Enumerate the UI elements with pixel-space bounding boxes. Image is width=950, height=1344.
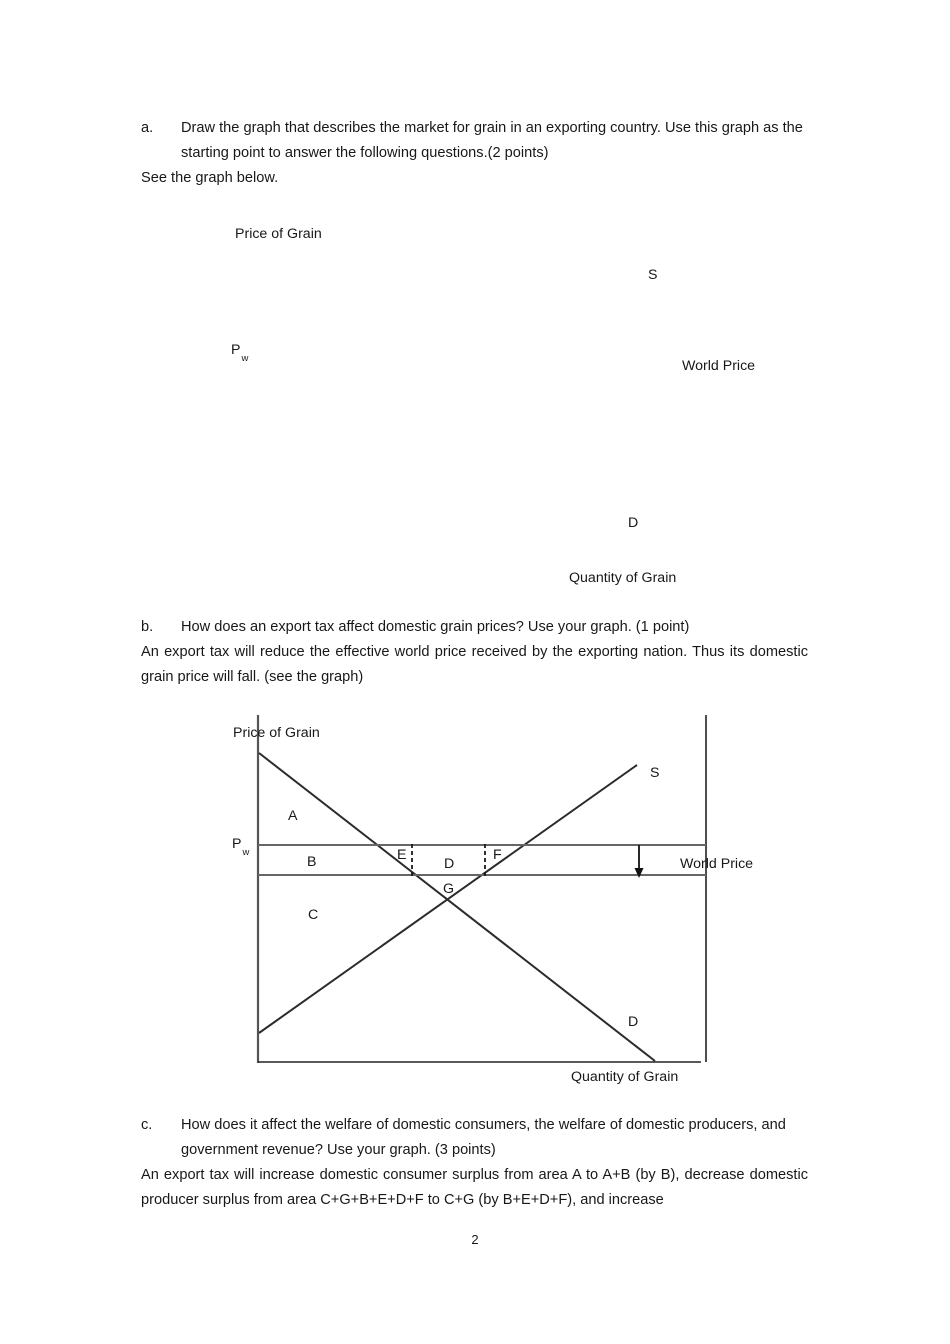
graph-one-world-price-symbol (231, 342, 249, 364)
question-b (141, 615, 841, 640)
graph-two-area-b-label: B (307, 854, 317, 870)
graph-one-x-axis-label: Quantity of Grain (569, 570, 677, 586)
graph-one-pw-subscript: w (241, 352, 249, 364)
graph-two-area-c-label: C (308, 907, 319, 923)
graph-two-area-a-label: A (288, 808, 298, 824)
graph-one-y-axis-label: Price of Grain (235, 226, 322, 242)
graph-two-pw-subscript: w (242, 846, 250, 858)
page-number: 2 (471, 1232, 479, 1247)
graph-two-supply-label: S (650, 765, 660, 781)
graph-two-area-f-label: F (493, 847, 502, 863)
graph-two-drawing (225, 705, 725, 1095)
graph-two-world-price-label: World Price (680, 856, 754, 872)
graph-two-demand-label: D (628, 1014, 639, 1030)
graph-two-y-axis-label: Price of Grain (233, 725, 320, 741)
question-a-text: Draw the graph that describes the market for grain in an exporting country. Use this graph as the starting point to answer the following questions.(2 points) (181, 120, 803, 161)
graph-two-area-e-label: E (397, 847, 407, 863)
question-b-text: How does an export tax affect domestic grain prices? Use your graph. (1 point) (181, 619, 690, 635)
graph-two (225, 705, 754, 1095)
graph-one-pw-letter: P (231, 342, 241, 358)
graph-one-supply-label: S (648, 267, 658, 283)
answer-c-text: An export tax will increase domestic consumer surplus from area A to A+B (by B), decrease domestic producer surplus from area C+G+B+E+D+F to C+G (by B+E+D+F), and increase (141, 1167, 808, 1208)
graph-two-area-g-label: G (443, 881, 455, 897)
question-c-marker: c. (141, 1117, 153, 1133)
graph-two-pw-letter: P (232, 836, 242, 852)
question-a (141, 116, 841, 166)
graph-one-world-price-label: World Price (682, 358, 756, 374)
question-c-text: How does it affect the welfare of domestic consumers, the welfare of domestic producers, and government revenue? Use your graph. (3 points) (181, 1117, 786, 1158)
graph-two-area-d-label: D (444, 856, 455, 872)
graph-one (225, 215, 756, 600)
supply-curve (259, 765, 637, 1033)
graph-two-world-price-symbol (232, 836, 250, 858)
demand-curve (259, 753, 655, 1061)
graph-one-demand-label: D (628, 515, 639, 531)
answer-a-text: See the graph below. (141, 170, 279, 186)
price-drop-arrow-icon (635, 845, 644, 878)
graph-two-x-axis-label: Quantity of Grain (571, 1069, 679, 1085)
answer-b-text: An export tax will reduce the effective world price received by the exporting nation. Thus its domestic grain price will fall. (see the graph) (141, 644, 808, 685)
question-a-marker: a. (141, 120, 154, 136)
question-b-marker: b. (141, 619, 154, 635)
question-c (141, 1113, 841, 1163)
